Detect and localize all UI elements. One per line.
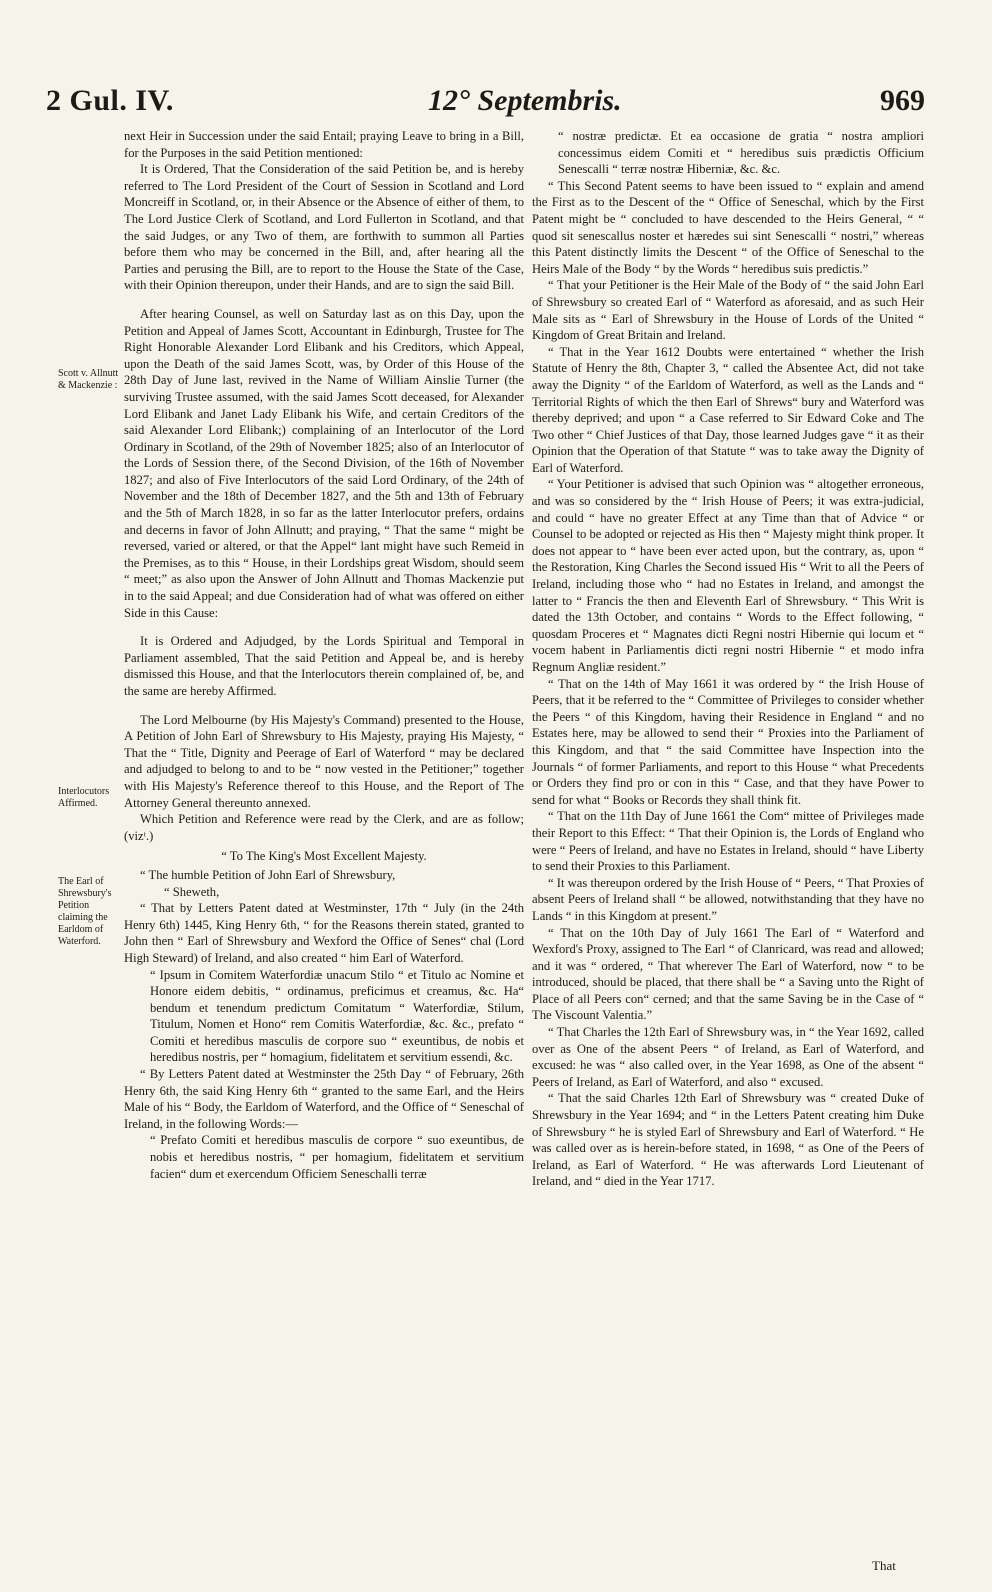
left-column — [124, 128, 524, 1182]
paragraph: “ This Second Patent seems to have been issued to “ explain and amend the First as to the Descent of the “ Office of Seneschal, which by the First Patent might be “ concluded to have descended to the Heirs General, “ “ quod sit senescallus noster et hæredes sui sint Senescalli “ nostri,” whereas this Patent distinctly limits the Descent “ of the Office of Seneschal to the Heirs Male of the Body “ by the Words “ heredibus suis predictis.” — [532, 178, 924, 276]
paragraph: “ That the said Charles 12th Earl of Shrewsbury was “ created Duke of Shrewsbury in the Year 1694; and “ in the Letters Patent creating him Duke of Shrewsbury “ he is styled Earl of Shrewsbury and Earl of Waterford. “ He was called over as is herein-before stated, in 1698, “ as One of the Peers of Ireland, as Earl of Waterford. “ He was afterwards Lord Lieutenant of Ireland, and “ died in the Year 1717. — [532, 1091, 924, 1189]
paragraph: The Lord Melbourne (by His Majesty's Command) presented to the House, A Petition of John Earl of Shrewsbury to His Majesty, praying His Majesty, “ That the “ Title, Dignity and Peerage of Earl of Waterford “ may be declared and adjudged to belong to and to be “ now vested in the Petitioner;” together with His Majesty's Reference thereof to this House, and the Report of The Attorney General thereunto annexed. — [124, 712, 524, 810]
paragraph: “ That in the Year 1612 Doubts were entertained “ whether the Irish Statute of Henry the 8th, Chapter 3, “ called the Absentee Act, did not take away the Dignity “ of the Earldom of Waterford, as well as the Lands and “ Territorial Rights of which the then Earl of Shrews“ bury and Waterford was thereby deprived; and upon “ a Case referred to Sir Edward Coke and The Two other “ Chief Justices of that Day, those learned Judges gave “ it as their Opinion that the Operation of that Statute “ was to take away the Dignity of Earl of Waterford. — [532, 344, 924, 475]
catchword: That — [872, 1558, 896, 1573]
page-header — [0, 78, 992, 122]
latin-quotation: “ Prefato Comiti et heredibus masculis de corpore “ suo exeuntibus, de nobis et heredibus nostris, “ per homagium, fidelitatem et servitium facien“ dum et exercendum Officiem Seneschalli terræ — [150, 1133, 524, 1181]
margin-note-scott-v-allnutt: Scott v. Allnutt & Mackenzie : — [58, 368, 119, 391]
paragraph: “ That on the 14th of May 1661 it was ordered by “ the Irish House of Peers, that it be referred to the “ Committee of Privileges to consider whether the Peers “ of this Kingdom, having their Residence in England “ and no Estates here, may be allowed to send their “ Proxies into the Parliament of this Kingdom, and that “ the said Committee have Inspection into the Journals “ of former Parliaments, and report to this House “ what Precedents or Orders they find pro or con in this “ Case, and that they have Power to send for what “ Books or Records they shall think fit. — [532, 676, 924, 807]
paragraph: “ That on the 10th Day of July 1661 The Earl of “ Waterford and Wexford's Proxy, assigned to The Earl “ of Clanricard, was read and allowed; and it was “ ordered, “ That wherever The Earl of Waterford, now “ to be introduced, should be placed, that there shall be “ a Saving unto the Right of Place of all Peers con“ cerned; and that the same Saving be in the Case of “ The Viscount Valentia.” — [532, 925, 924, 1023]
paragraph: “ That Charles the 12th Earl of Shrewsbury was, in “ the Year 1692, called over as One of the absent Peers “ of Ireland, as Earl of Waterford, and excused: he was “ also called over, in the Year 1698, as One of the absent “ Peers of Ireland, as Earl of Waterford, and also “ excused. — [532, 1025, 924, 1089]
petition-sheweth: “ Sheweth, — [164, 884, 220, 899]
petition-heading: “ The humble Petition of John Earl of Shrewsbury, — [140, 867, 396, 882]
page-number: 969 — [880, 84, 925, 117]
paragraph: It is Ordered, That the Consideration of the said Petition be, and is hereby referred to The Lord President of the Court of Session in Scotland and Lord Moncreiff in Scotland, or, in their Absence or the Absence of either of them, to The Lord Justice Clerk of Scotland, and Lord Fullerton in Scotland, and that the said Judges, or any Two of them, are forthwith to summon all Parties before them who may be concerned in the Bill, and, after hearing all the Parties and perusing the Bill, are to report to the House the State of the Case, with their Opinion thereupon, under their Hands, and are to sign the said Bill. — [124, 162, 524, 293]
paragraph: Which Petition and Reference were read by the Clerk, and are as follow; (vizᵗ.) — [124, 812, 524, 843]
petition-address: “ To The King's Most Excellent Majesty. — [221, 849, 427, 864]
margin-note-interlocutors-affirmed: Interlocutors Affirmed. — [58, 786, 110, 809]
latin-quotation: “ nostræ predictæ. Et ea occasione de gratia “ nostra ampliori concessimus eidem Comiti et “ heredibus suis prædictis Officium Senescalli “ terræ nostræ Hiberniæ, &c. &c. — [558, 129, 924, 177]
paragraph: It is Ordered and Adjudged, by the Lords Spiritual and Temporal in Parliament assembled, That the said Petition and Appeal be, and is hereby dismissed this House, and that the Interlocutors therein complained of, be, and the same are hereby Affirmed. — [124, 634, 524, 698]
paragraph: “ By Letters Patent dated at Westminster the 25th Day “ of February, 26th Henry 6th, the said King Henry 6th “ granted to the same Earl, and the Heirs Male of his “ Body, the Earldom of Waterford, and the Office of “ Seneschal of Ireland, in the following Words:— — [124, 1067, 524, 1131]
session-date: 12° Septembris. — [428, 84, 622, 117]
paragraph: “ Your Petitioner is advised that such Opinion was “ altogether erroneous, and was so considered by the “ Irish House of Peers; it was extra-judicial, and could “ have no greater Effect at any Time than that of Advice “ or Counsel to be adopted or rejected as His then “ Majesty might think proper. It does not appear to “ have been ever acted upon, but the contrary, as, upon “ the Restoration, King Charles the Second issued His “ Writ to all the Peers of Ireland, including those who “ had no Estates in Ireland, and amongst the latter to “ Francis the then and Eleventh Earl of Shrewsbury. “ This Writ is dated the 13th October, and contains “ Words to the Effect following, “ quosdam Proceres et “ Magnates dicti Regni nostri Hibernie qui locum et “ vocem habent in Parliamentis dicti regni nostri Hibernie “ et modo infra Regnum Angliæ resident.” — [532, 477, 924, 674]
paragraph: next Heir in Succession under the said Entail; praying Leave to bring in a Bill, for the Purposes in the said Petition mentioned: — [124, 129, 524, 160]
margin-note-shrewsbury-petition: The Earl of Shrewsbury's Petition claiming the Earldom of Waterford. — [58, 876, 112, 947]
paragraph: “ It was thereupon ordered by the Irish House of “ Peers, “ That Proxies of absent Peers of Ireland shall “ be allowed, notwithstanding that they have no Lands “ in this Kingdom at present.” — [532, 875, 924, 923]
regnal-year: 2 Gul. IV. — [46, 84, 174, 117]
paragraph: “ That by Letters Patent dated at Westminster, 17th “ July (in the 24th Henry 6th) 1445, King Henry 6th, “ for the Reasons therein stated, granted to John then “ Earl of Shrewsbury and Wexford the Office of Senes“ chal (Lord High Steward) of Ireland, and also created “ him Earl of Waterford. — [124, 901, 524, 965]
paragraph: “ That on the 11th Day of June 1661 the Com“ mittee of Privileges made their Report to this Effect: “ That their Opinion is, the Lords of England who were “ Peers of Ireland, and have no Estates in Ireland, should “ have Liberty to send their Proxies to this Parliament. — [532, 809, 924, 874]
latin-quotation: “ Ipsum in Comitem Waterfordiæ unacum Stilo “ et Titulo ac Nomine et Honore eidem debitis, “ ordinamus, preficimus et creamus, &c. Ha“ bendum et tenendum predictum Comitatum “ Waterfordiæ, Stilum, Titulum, Nomen et Hono“ rem Comitis Waterfordiæ, &c. &c., prefato “ Comiti et heredibus masculis de corpore suo “ exeuntibus, de nobis et heredibus nostris, per “ homagium, fidelitatem et servitium essendi, &c. — [150, 967, 524, 1065]
paragraph: After hearing Counsel, as well on Saturday last as on this Day, upon the Petition and Appeal of James Scott, Accountant in Edinburgh, Trustee for The Right Honorable Alexander Lord Elibank and his Creditors, which Appeal, upon the Death of the said James Scott, was, by Order of this House of the 28th Day of June last, revived in the Name of William Ainslie Turner (the surviving Trustee assumed, with the said James Scott deceased, for Alexander Lord Elibank and Janet Lady Elibank his Wife, and certain Creditors of the said Alexander Lord Elibank;) complaining of an Interlocutor of the Lord Ordinary in Scotland, of the 29th of November 1825; also of an Interlocutor of the Lords of Session there, of the Second Division, of the 16th of November 1827; and also of Five Interlocutors of the said Lord Ordinary, of the 24th of November and the 18th of December 1827, and the 5th and 13th of February and the 5th of March 1828, in so far as the latter Interlocutor prefers, ordains and decerns in favor of John Allnutt; and praying, “ That the same “ might be reversed, varied or altered, or that the Appel“ lant might have such Remeid in the Premises, as to this “ House, in their Lordships great Wisdom, should seem “ meet;” as also upon the Answer of John Allnutt and Thomas Mackenzie put in to the said Appeal; and due Consideration had of what was offered on either Side in this Cause: — [124, 306, 524, 620]
paragraph: “ That your Petitioner is the Heir Male of the Body of “ the said John Earl of Shrewsbury so created Earl of “ Waterford as aforesaid, and as such Heir Male sits as “ Earl of Shrewsbury in the House of Lords of the United “ Kingdom of Great Britain and Ireland. — [532, 278, 924, 343]
right-column — [532, 128, 924, 1190]
